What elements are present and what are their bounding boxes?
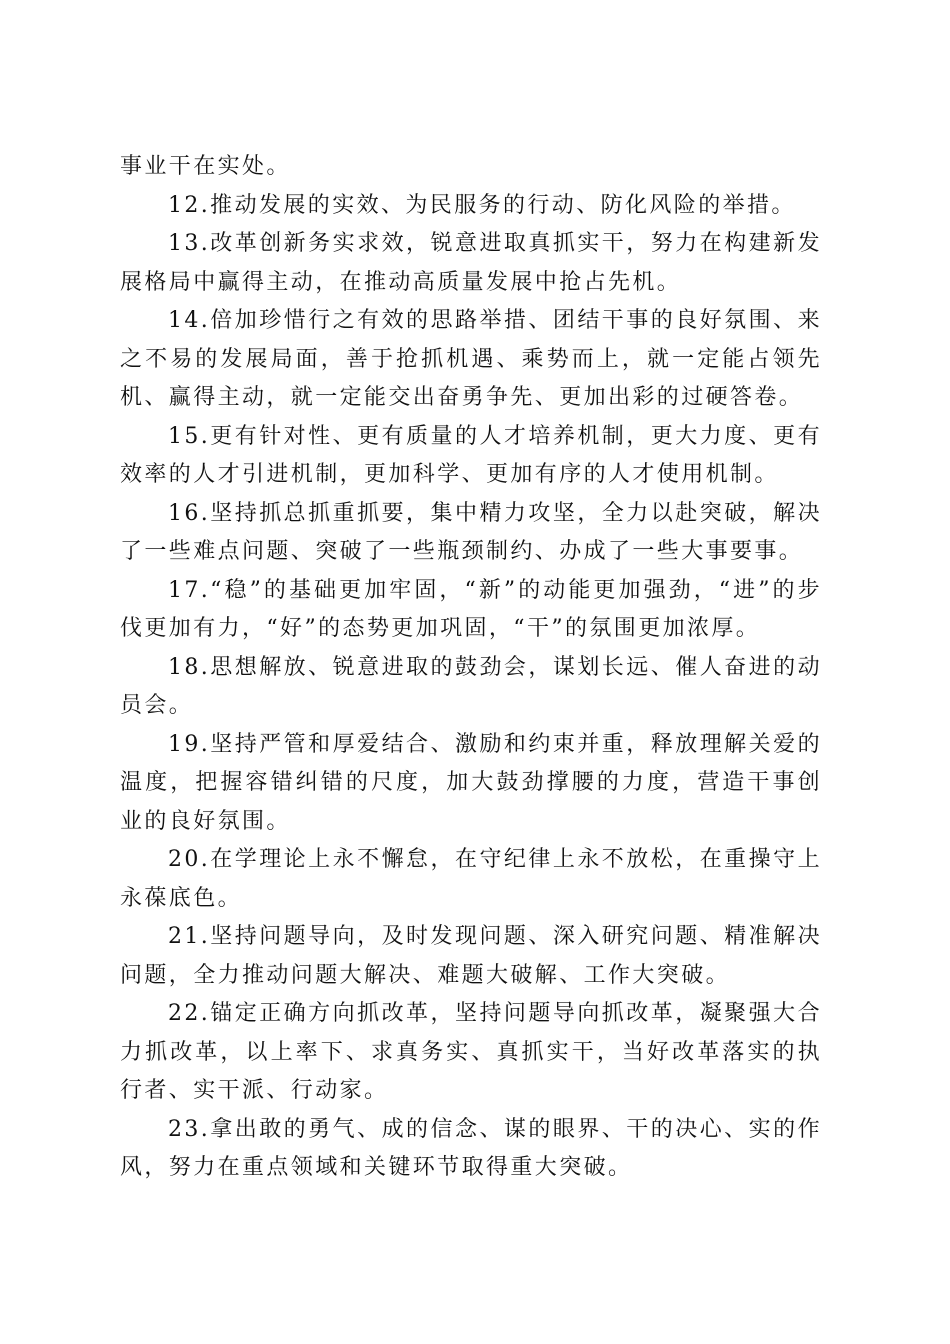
paragraph-16: 16.坚持抓总抓重抓要，集中精力攻坚，全力以赴突破，解决了一些难点问题、突破了一些瓶颈制约、办成了一些大事要事。	[120, 500, 822, 564]
paragraph-15: 15.更有针对性、更有质量的人才培养机制，更大力度、更有效率的人才引进机制，更加科学、更加有序的人才使用机制。	[120, 423, 822, 487]
paragraph-14: 14.倍加珍惜行之有效的思路举措、团结干事的良好氛围、来之不易的发展局面，善于抢抓机遇、乘势而上，就一定能占领先机、赢得主动，就一定能交出奋勇争先、更加出彩的过硬答卷。	[120, 308, 822, 410]
paragraph-20: 20.在学理论上永不懈怠，在守纪律上永不放松，在重操守上永葆底色。	[120, 847, 822, 911]
paragraph-22: 22.锚定正确方向抓改革，坚持问题导向抓改革，凝聚强大合力抓改革，以上率下、求真务实、真抓实干，当好改革落实的执行者、实干派、行动家。	[120, 1001, 822, 1103]
paragraph-continuation: 事业干在实处。	[120, 154, 291, 179]
paragraph-12: 12.推动发展的实效、为民服务的行动、防化风险的举措。	[168, 192, 796, 218]
document-body	[120, 148, 822, 1188]
paragraph-23: 23.拿出敢的勇气、成的信念、谋的眼界、干的决心、实的作风，努力在重点领域和关键环节取得重大突破。	[120, 1116, 822, 1180]
paragraph-17: 17.“稳”的基础更加牢固，“新”的动能更加强劲，“进”的步伐更加有力，“好”的态势更加巩固，“干”的氛围更加浓厚。	[120, 577, 822, 641]
paragraph-21: 21.坚持问题导向，及时发现问题、深入研究问题、精准解决问题，全力推动问题大解决、难题大破解、工作大突破。	[120, 924, 822, 988]
paragraph-13: 13.改革创新务实求效，锐意进取真抓实干，努力在构建新发展格局中赢得主动，在推动高质量发展中抢占先机。	[120, 231, 822, 295]
paragraph-18: 18.思想解放、锐意进取的鼓劲会，谋划长远、催人奋进的动员会。	[120, 654, 822, 718]
paragraph-19: 19.坚持严管和厚爱结合、激励和约束并重，释放理解关爱的温度，把握容错纠错的尺度，加大鼓劲撑腰的力度，营造干事创业的良好氛围。	[120, 731, 822, 834]
